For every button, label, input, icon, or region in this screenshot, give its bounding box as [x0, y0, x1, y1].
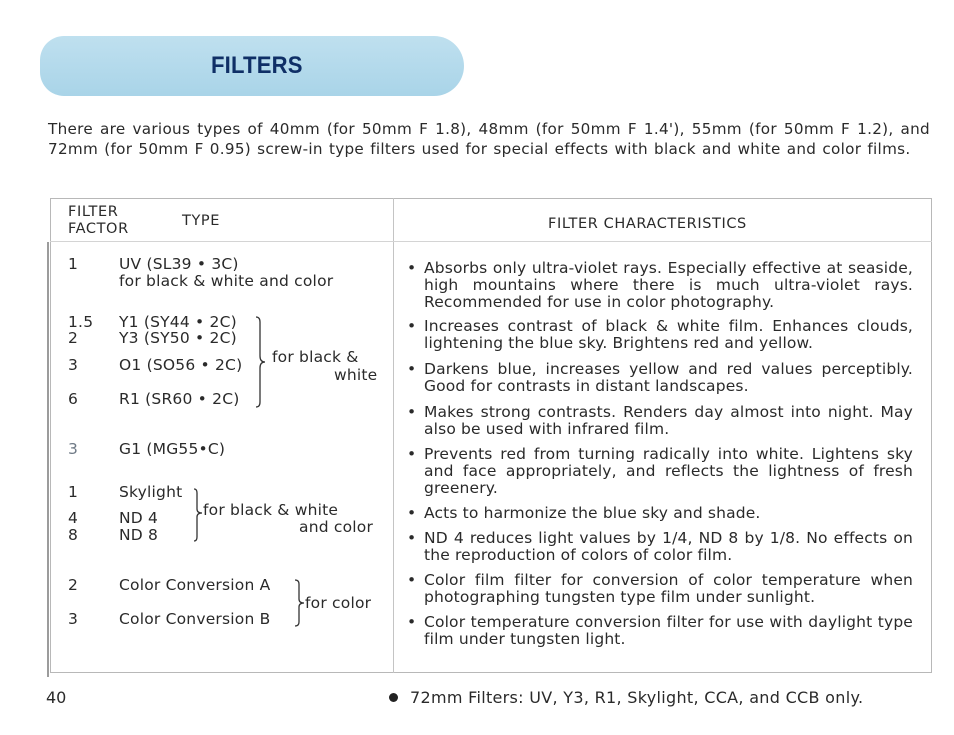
footer-bullet-icon: [389, 693, 398, 702]
factor-nd8: 8: [68, 526, 79, 544]
characteristic-uv-text: Absorbs only ultra-violet rays. Especially effective at seaside, high mountains where there is much ultra-violet rays. Recommended for use in color photography.: [424, 259, 913, 311]
characteristic-ccb: [407, 614, 913, 648]
factor-g1: 3: [68, 440, 79, 458]
bullet: •: [407, 360, 417, 378]
bullet: •: [407, 504, 417, 522]
characteristic-r1: [407, 404, 913, 438]
factor-r1: 6: [68, 390, 79, 408]
type-uv-usage: for black & white and color: [119, 272, 334, 290]
type-o1: O1 (SO56 • 2C): [119, 356, 243, 374]
factor-skylight: 1: [68, 483, 79, 501]
bullet: •: [407, 613, 417, 631]
type-r1: R1 (SR60 • 2C): [119, 390, 240, 408]
bullet: •: [407, 445, 417, 463]
group-label-color: for color: [305, 594, 372, 612]
type-color-conversion-b: Color Conversion B: [119, 610, 271, 628]
characteristic-g1: [407, 446, 913, 497]
table-left-edge: [47, 242, 49, 677]
page-title: FILTERS: [211, 52, 303, 79]
characteristic-skylight-text: Acts to harmonize the blue sky and shade.: [424, 504, 761, 522]
characteristic-uv: [407, 260, 913, 311]
group-label-black-white-1: for black &: [272, 348, 359, 366]
type-color-conversion-a: Color Conversion A: [119, 576, 271, 594]
characteristic-nd-text: ND 4 reduces light values by 1/4, ND 8 by 1/8. No effects on the reproduction of colors of color film.: [424, 529, 913, 564]
type-y3: Y3 (SY50 • 2C): [119, 329, 237, 347]
bullet: •: [407, 259, 417, 277]
factor-cca: 2: [68, 576, 79, 594]
page-number: 40: [46, 688, 67, 707]
characteristic-cca-text: Color film filter for conversion of color temperature when photographing tungsten type film under sunlight.: [424, 571, 913, 606]
characteristic-skylight: [407, 505, 913, 522]
header-filter-characteristics: FILTER CHARACTERISTICS: [548, 216, 747, 232]
intro-paragraph: There are various types of 40mm (for 50mm F 1.8), 48mm (for 50mm F 1.4'), 55mm (for 50mm F 1.2), and 72mm (for 50mm F 0.95) screw-in type filters used for special effects with black and white and color films.: [48, 120, 930, 158]
group-label-black-white-color-1: for black & white: [203, 501, 339, 519]
header-divider: [50, 241, 932, 242]
factor-y3: 2: [68, 329, 79, 347]
column-divider: [393, 198, 394, 673]
factor-uv: 1: [68, 255, 79, 273]
type-uv: UV (SL39 • 3C): [119, 255, 239, 273]
group-label-black-white-color-2: and color: [299, 518, 374, 536]
type-nd4: ND 4: [119, 509, 159, 527]
factor-nd4: 4: [68, 509, 79, 527]
characteristic-o1-text: Darkens blue, increases yellow and red values perceptibly. Good for contrasts in distant landscapes.: [424, 360, 913, 395]
type-g1: G1 (MG55•C): [119, 440, 226, 458]
characteristic-y1-y3: [407, 318, 913, 352]
header-filter-factor-line1: FILTER: [68, 204, 119, 220]
characteristic-cca: [407, 572, 913, 606]
type-y1: Y1 (SY44 • 2C): [119, 313, 237, 331]
group-label-black-white-2: white: [334, 366, 378, 384]
header-type: TYPE: [182, 213, 221, 229]
factor-o1: 3: [68, 356, 79, 374]
characteristic-g1-text: Prevents red from turning radically into white. Lightens sky and face appropriately, and reflects the lightness of fresh greenery.: [424, 445, 913, 497]
characteristic-o1: [407, 361, 913, 395]
characteristic-r1-text: Makes strong contrasts. Renders day almost into night. May also be used with infrared film.: [424, 403, 913, 438]
characteristic-y1-y3-text: Increases contrast of black & white film. Enhances clouds, lightening the blue sky. Brightens red and yellow.: [424, 317, 913, 352]
type-skylight: Skylight: [119, 483, 183, 501]
footer-note: 72mm Filters: UV, Y3, R1, Skylight, CCA, and CCB only.: [410, 688, 864, 707]
brace-black-white: [254, 316, 268, 408]
factor-ccb: 3: [68, 610, 79, 628]
header-filter-factor-line2: FACTOR: [68, 221, 129, 237]
bullet: •: [407, 403, 417, 421]
characteristic-nd: [407, 530, 913, 564]
factor-y1: 1.5: [68, 313, 94, 331]
bullet: •: [407, 571, 417, 589]
characteristic-ccb-text: Color temperature conversion filter for use with daylight type film under tungsten light.: [424, 613, 913, 648]
type-nd8: ND 8: [119, 526, 159, 544]
bullet: •: [407, 317, 417, 335]
bullet: •: [407, 529, 417, 547]
